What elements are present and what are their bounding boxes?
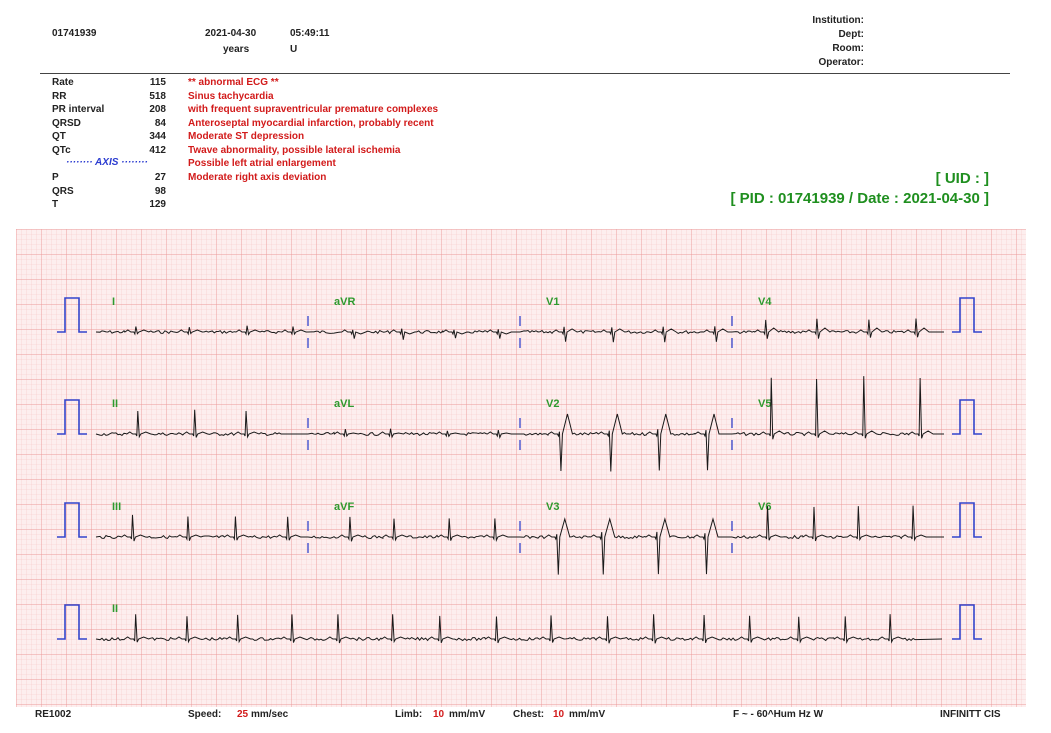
measure-value-rr: 518 — [149, 91, 166, 102]
dept-label: Dept: — [838, 29, 864, 40]
ecg-grid — [16, 229, 1026, 707]
brand-name: INFINITT CIS — [940, 709, 1001, 720]
measure-label-qtc: QTc — [52, 145, 71, 156]
lead-label: V2 — [546, 398, 560, 410]
speed-label: Speed: — [188, 709, 222, 720]
speed-value: 25 — [237, 709, 249, 720]
institution-label: Institution: — [812, 15, 864, 26]
measure-value-qrs: 98 — [154, 186, 166, 197]
chest-value: 10 — [553, 709, 565, 720]
measure-label-t: T — [52, 199, 59, 210]
lead-label: II — [112, 398, 119, 410]
measure-label-qrsd: QRSD — [52, 118, 81, 129]
measure-value-t: 129 — [149, 199, 166, 210]
speed-unit: mm/sec — [251, 709, 289, 720]
interpretation-line: Possible left atrial enlargement — [188, 158, 336, 169]
interpretation-line: Moderate ST depression — [188, 131, 305, 142]
measure-label-rate: Rate — [52, 77, 74, 88]
lead-label: aVL — [334, 398, 355, 410]
measure-label-rr: RR — [52, 91, 67, 102]
sex: U — [290, 44, 298, 55]
interpretation-line: Sinus tachycardia — [188, 91, 274, 102]
interpretation-line: with frequent supraventricular premature complexes — [188, 104, 439, 115]
filter-setting: F ~ - 60^Hum Hz W — [733, 709, 824, 720]
measure-label-pr: PR interval — [52, 104, 105, 115]
lead-label: III — [112, 501, 122, 513]
measure-label-p: P — [52, 172, 59, 183]
lead-label: aVF — [334, 501, 355, 513]
interpretation-line: Twave abnormality, possible lateral ischemia — [188, 145, 401, 156]
operator-label: Operator: — [818, 57, 864, 68]
lead-label: V4 — [758, 296, 772, 308]
measure-value-p: 27 — [154, 172, 166, 183]
age-label: years — [223, 44, 250, 55]
measure-value-qt: 344 — [149, 131, 166, 142]
uid-line: [ UID : ] — [935, 170, 989, 187]
measure-value-rate: 115 — [149, 77, 166, 88]
measure-value-pr: 208 — [149, 104, 166, 115]
interpretation-line: Anteroseptal myocardial infarction, probably recent — [188, 118, 434, 129]
lead-label: I — [112, 296, 116, 308]
patient-id: 01741939 — [52, 28, 97, 39]
lead-label: V5 — [758, 398, 772, 410]
measure-label-qt: QT — [52, 131, 66, 142]
limb-label: Limb: — [395, 709, 423, 720]
axis-heading: ········ AXIS ········ — [66, 157, 148, 168]
limb-value: 10 — [433, 709, 445, 720]
measure-value-qrsd: 84 — [154, 118, 166, 129]
lead-label: II — [112, 603, 119, 615]
measure-label-qrs: QRS — [52, 186, 74, 197]
lead-label: V1 — [546, 296, 560, 308]
lead-label: aVR — [334, 296, 356, 308]
limb-unit: mm/mV — [449, 709, 486, 720]
lead-label: V3 — [546, 501, 560, 513]
exam-time: 05:49:11 — [290, 28, 330, 39]
room-label: Room: — [832, 43, 864, 54]
interpretation-line: ** abnormal ECG ** — [188, 77, 279, 88]
interpretation-line: Moderate right axis deviation — [188, 172, 327, 183]
device-id: RE1002 — [35, 709, 72, 720]
chest-label: Chest: — [513, 709, 545, 720]
header-divider — [40, 73, 1010, 74]
measure-value-qtc: 412 — [149, 145, 166, 156]
lead-label: V6 — [758, 501, 772, 513]
pid-line: [ PID : 01741939 / Date : 2021-04-30 ] — [730, 190, 989, 207]
exam-date: 2021-04-30 — [205, 28, 257, 39]
chest-unit: mm/mV — [569, 709, 606, 720]
